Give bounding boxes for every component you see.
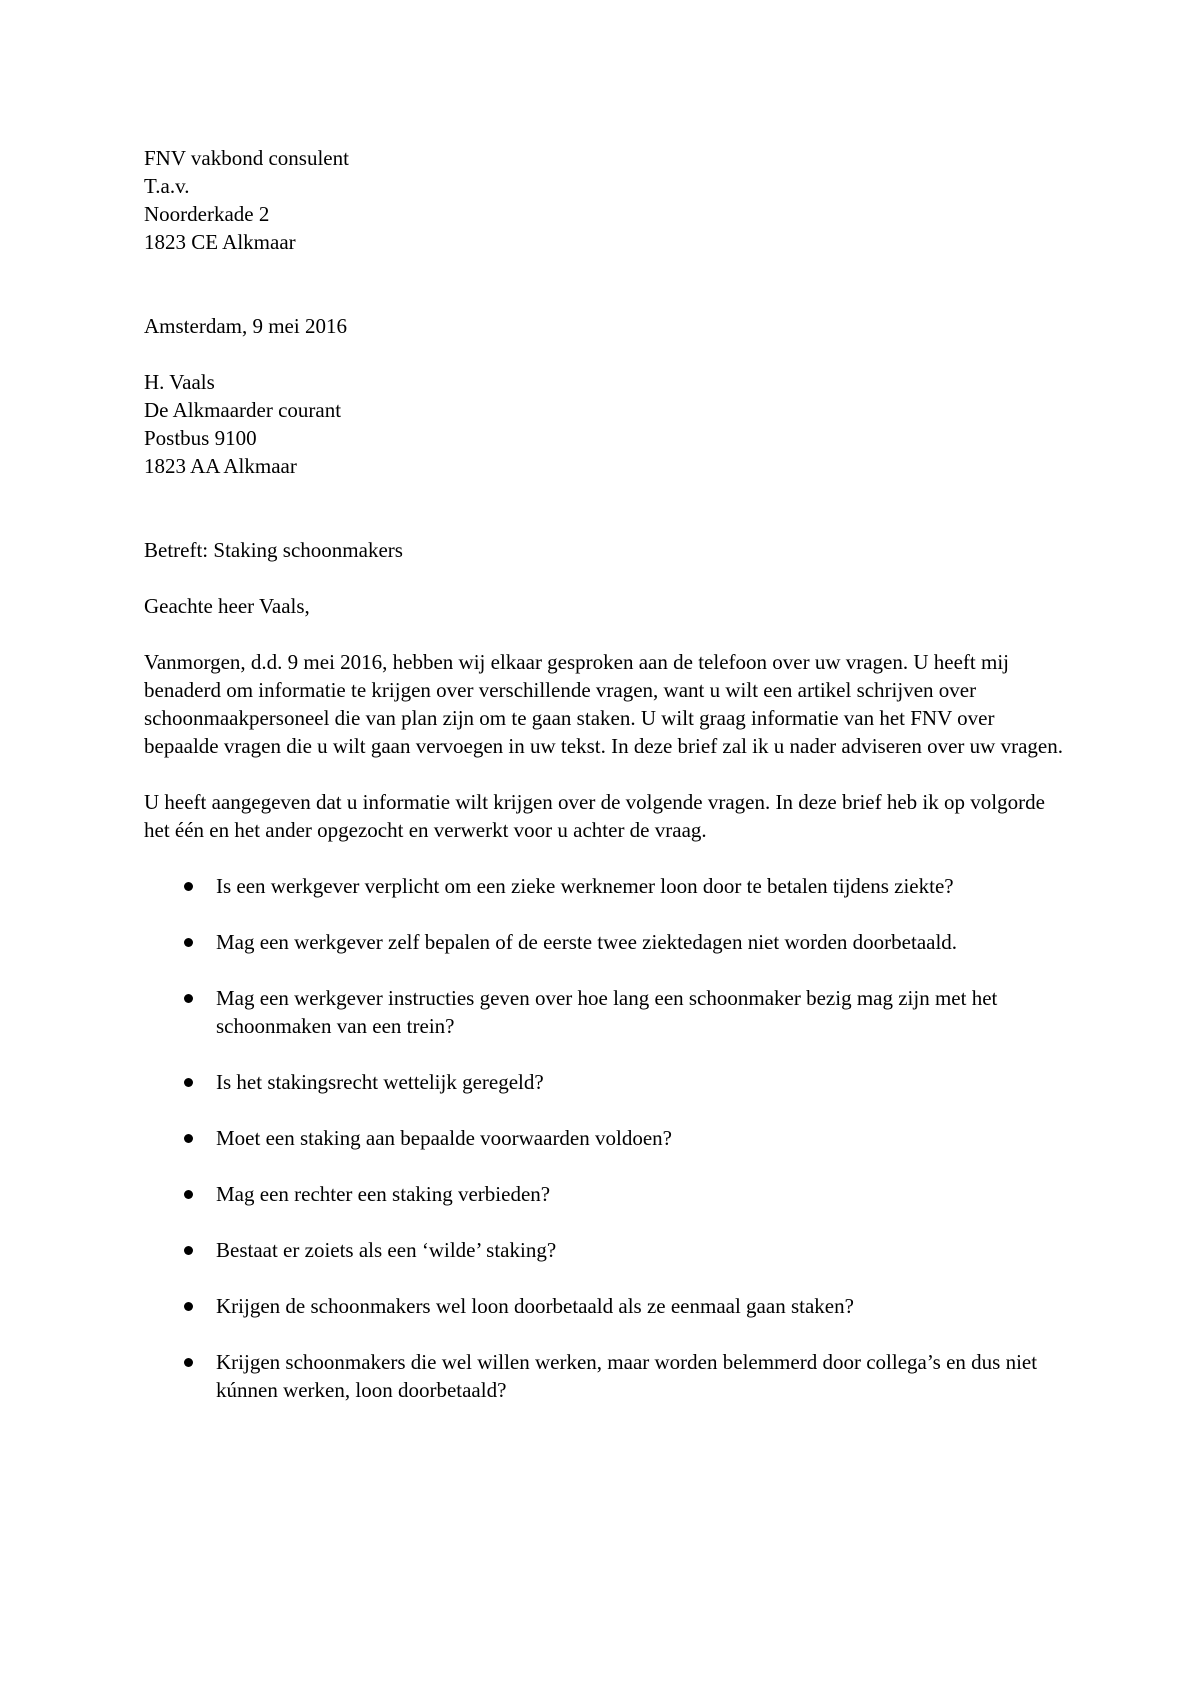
recipient-line: De Alkmaarder courant <box>144 398 342 422</box>
bullet-icon <box>184 1078 193 1087</box>
sender-line: T.a.v. <box>144 174 190 198</box>
sender-line: 1823 CE Alkmaar <box>144 230 296 254</box>
list-item <box>144 1180 1064 1208</box>
bullet-icon <box>184 1246 193 1255</box>
question-text: Is een werkgever verplicht om een zieke werknemer loon door te betalen tijdens ziekte? <box>216 874 954 898</box>
spacer <box>144 256 1064 312</box>
question-text: Is het stakingsrecht wettelijk geregeld? <box>216 1070 544 1094</box>
list-item <box>144 984 1064 1040</box>
spacer <box>144 620 1064 648</box>
question-text: Mag een rechter een staking verbieden? <box>216 1182 551 1206</box>
sender-line: Noorderkade 2 <box>144 202 270 226</box>
spacer <box>144 480 1064 536</box>
question-text: Bestaat er zoiets als een ‘wilde’ staking? <box>216 1238 557 1262</box>
bullet-icon <box>184 882 193 891</box>
recipient-line: Postbus 9100 <box>144 426 257 450</box>
list-item <box>144 1236 1064 1264</box>
question-text: Mag een werkgever zelf bepalen of de eerste twee ziektedagen niet worden doorbetaald. <box>216 930 958 954</box>
bullet-icon <box>184 1190 193 1199</box>
list-item <box>144 1124 1064 1152</box>
sender-address <box>144 144 1064 256</box>
bullet-icon <box>184 1358 193 1367</box>
recipient-line: 1823 AA Alkmaar <box>144 454 297 478</box>
place-date: Amsterdam, 9 mei 2016 <box>144 314 347 338</box>
bullet-icon <box>184 1302 193 1311</box>
body-paragraph: Vanmorgen, d.d. 9 mei 2016, hebben wij elkaar gesproken aan de telefoon over uw vragen. U heeft mij benaderd om informatie te krijgen over verschillende vragen, want u wilt een artikel schrijven over schoonmaakpersoneel die van plan zijn om te gaan staken. U wilt graag informatie van het FNV over bepaalde vragen die u wilt gaan vervoegen in uw tekst. In deze brief zal ik u nader adviseren over uw vragen. <box>144 650 1063 758</box>
list-item <box>144 1292 1064 1320</box>
question-list <box>144 872 1064 1404</box>
spacer <box>144 340 1064 368</box>
salutation: Geachte heer Vaals, <box>144 594 310 618</box>
sender-line: FNV vakbond consulent <box>144 146 349 170</box>
body-paragraph: U heeft aangegeven dat u informatie wilt krijgen over de volgende vragen. In deze brief heb ik op volgorde het één en het ander opgezocht en verwerkt voor u achter de vraag. <box>144 790 1045 842</box>
spacer <box>144 760 1064 788</box>
bullet-icon <box>184 994 193 1003</box>
recipient-line: H. Vaals <box>144 370 215 394</box>
subject-line: Betreft: Staking schoonmakers <box>144 538 403 562</box>
spacer <box>144 564 1064 592</box>
question-text: Krijgen de schoonmakers wel loon doorbetaald als ze eenmaal gaan staken? <box>216 1294 854 1318</box>
list-item <box>144 1348 1064 1404</box>
bullet-icon <box>184 938 193 947</box>
list-item <box>144 872 1064 900</box>
letter-content <box>144 144 1064 1432</box>
list-item <box>144 1068 1064 1096</box>
recipient-address <box>144 368 1064 480</box>
list-item <box>144 928 1064 956</box>
question-text: Mag een werkgever instructies geven over hoe lang een schoonmaker bezig mag zijn met het schoonmaken van een trein? <box>216 986 998 1038</box>
bullet-icon <box>184 1134 193 1143</box>
question-text: Krijgen schoonmakers die wel willen werken, maar worden belemmerd door collega’s en dus niet kúnnen werken, loon doorbetaald? <box>216 1350 1038 1402</box>
question-text: Moet een staking aan bepaalde voorwaarden voldoen? <box>216 1126 672 1150</box>
